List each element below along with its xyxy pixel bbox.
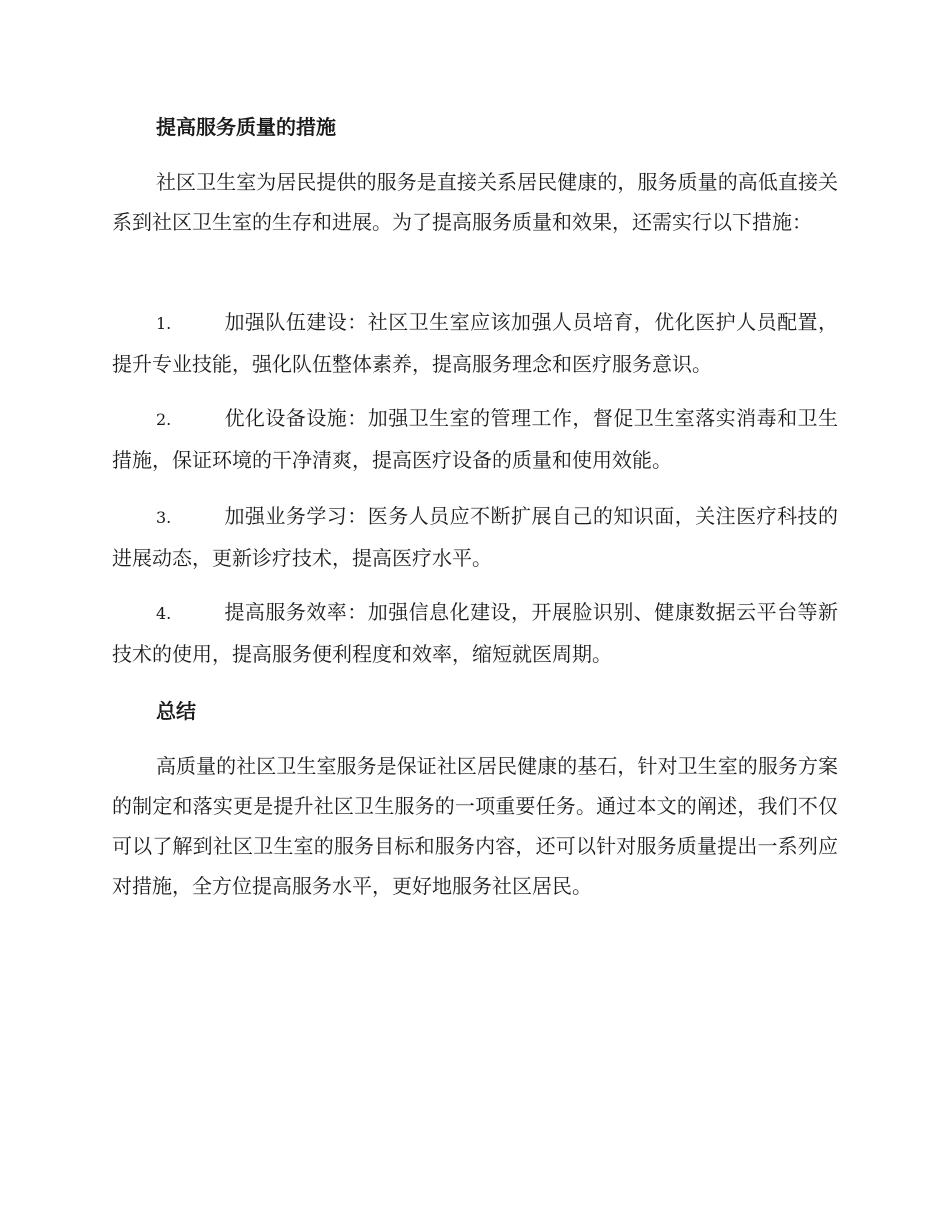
summary-paragraph: 高质量的社区卫生室服务是保证社区居民健康的基石，针对卫生室的服务方案的制定和落实更是提升社区卫生服务的一项重要任务。通过本文的阐述，我们不仅可以了解到社区卫生室的服务目标和服务内容，还可以针对服务质量提出一系列应对措施，全方位提高服务水平，更好地服务社区居民。 [112, 754, 838, 898]
list-item-text: 加强业务学习：医务人员应不断扩展自己的知识面，关注医疗科技的进展动态，更新诊疗技术，提高医疗水平。 [112, 504, 838, 570]
list-item [112, 496, 838, 578]
list-item-number: 3. [156, 508, 172, 527]
list-item-number: 1. [156, 314, 172, 333]
list-item [112, 302, 838, 384]
list-item-number: 2. [156, 410, 172, 429]
section-heading-measures: 提高服务质量的措施 [156, 115, 336, 139]
list-item [112, 398, 838, 480]
list-item-text: 提高服务效率：加强信息化建设，开展脸识别、健康数据云平台等新技术的使用，提高服务便利程度和效率，缩短就医周期。 [112, 600, 838, 666]
list-item-number: 4. [156, 604, 172, 623]
list-item-text: 优化设备设施：加强卫生室的管理工作，督促卫生室落实消毒和卫生措施，保证环境的干净清爽，提高医疗设备的质量和使用效能。 [112, 406, 838, 472]
list-item [112, 592, 838, 674]
list-item-text: 加强队伍建设：社区卫生室应该加强人员培育，优化医护人员配置，提升专业技能，强化队伍整体素养，提高服务理念和医疗服务意识。 [112, 310, 838, 376]
section-heading-summary: 总结 [156, 699, 196, 723]
intro-paragraph: 社区卫生室为居民提供的服务是直接关系居民健康的，服务质量的高低直接关系到社区卫生室的生存和进展。为了提高服务质量和效果，还需实行以下措施： [112, 170, 838, 234]
